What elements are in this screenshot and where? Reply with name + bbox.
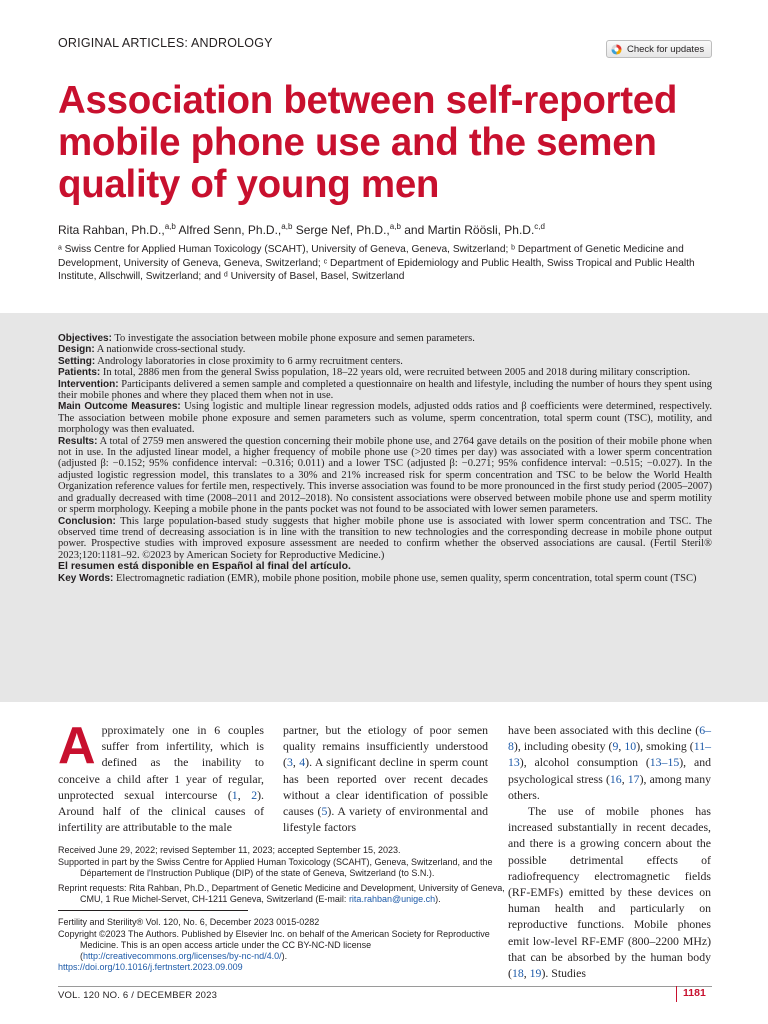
author-affiliation-marker: a,b <box>164 222 176 231</box>
received-dates: Received June 29, 2022; revised September 11, 2023; accepted September 15, 2023. <box>58 845 401 855</box>
keywords-text: Electromagnetic radiation (EMR), mobile phone position, mobile phone use, semen quality, sperm concentration, total sperm count (TSC) <box>113 572 697 584</box>
page-number: 1181 <box>683 987 706 999</box>
copyright-notice <box>58 929 510 962</box>
affiliations: ᵃ Swiss Centre for Applied Human Toxicology (SCAHT), University of Geneva, Geneva, Switzerland; ᵇ Department of Genetic Medicine and Development, University of Geneva, Geneva, Switzerland; ᶜ Department of Epidemiology and Public Health, Swiss Tropical and Public Health Institute, Allschwill, Switzerland; and ᵈ University of Basel, Basel, Switzerland <box>58 244 695 282</box>
license-link[interactable]: http://creativecommons.org/licenses/by-nc-nd/4.0/ <box>83 951 282 961</box>
text-run: ), alcohol consumption ( <box>519 755 650 770</box>
abstract-heading: Objectives: <box>58 333 112 344</box>
check-for-updates-button[interactable] <box>606 40 712 58</box>
abstract-text: This large population-based study suggests that higher mobile phone use is associated with lower sperm concentration and TSC. The observed time trend of decreasing association is in line with the transition to new technologies and the corresponding decrease in mobile phone output power. Prospective studies with improved exposure assessment are needed to confirm whether the observed associations are causal. (Fertil Steril® 2023;120:1181–92. ©2023 by American Society for Reproductive Medicine.) <box>58 515 712 561</box>
text-run: ). A variety of environmental and lifestyle factors <box>283 804 489 835</box>
text-run: ). Studies <box>541 966 587 981</box>
abstract-intervention <box>58 379 712 402</box>
abstract-heading: Conclusion: <box>58 515 116 527</box>
check-for-updates-label: Check for updates <box>627 43 705 55</box>
text-run: ). A significant decline in sperm count has been reported over recent decades without a clear identification of possible causes ( <box>283 755 488 819</box>
citation-link[interactable]: 2 <box>251 787 258 802</box>
citation-link[interactable]: 5 <box>321 804 328 819</box>
body-paragraph <box>508 803 711 981</box>
author-affiliation-marker: c,d <box>534 222 545 231</box>
citation-link[interactable]: 6–8 <box>508 723 711 754</box>
reprint-requests <box>58 883 510 905</box>
footer-rule <box>58 986 712 987</box>
citation-link[interactable]: 10 <box>624 739 637 754</box>
author-name: Rita Rahban, Ph.D., <box>58 223 165 237</box>
citation-link[interactable]: 19 <box>529 966 542 981</box>
abstract-design <box>58 344 712 355</box>
spanish-abstract-note: El resumen está disponible en Español al final del artículo. <box>58 560 351 573</box>
citation-link[interactable]: 16 <box>609 771 622 786</box>
text-run: ), including obesity ( <box>513 739 613 754</box>
citation-link[interactable]: 17 <box>627 771 640 786</box>
body-text <box>283 723 488 834</box>
section-label: ORIGINAL ARTICLES: ANDROLOGY <box>58 36 273 50</box>
text-run: The use of mobile phones has increased substantially in recent decades, and there is a growing concern about the possible detrimental effects of radiofrequency electromagnetic fields (RF-EMFs) emitted by these devices on human health and particularly on reproductive functions. Mobile phones emit low-level RF-EMF (800–2200 MHz) that can be absorbed by the human body ( <box>508 804 711 981</box>
text-run: , <box>237 787 252 802</box>
footer-issue-info: VOL. 120 NO. 6 / DECEMBER 2023 <box>58 990 218 1001</box>
abstract-heading: Patients: <box>58 367 101 379</box>
citation-link[interactable]: 11–13 <box>508 739 712 770</box>
abstract-text: A nationwide cross-sectional study. <box>94 344 246 356</box>
text-run: , <box>621 771 628 786</box>
citation-link[interactable]: 1 <box>231 787 238 802</box>
abstract-text: In total, 2886 men from the general Swiss population, 18–22 years old, were recruited between 2005 and 2018 during military conscription. <box>100 367 691 379</box>
author-name: Alfred Senn, Ph.D., <box>175 223 282 237</box>
author-list <box>58 222 545 237</box>
body-column-1 <box>58 717 264 835</box>
footer-page-divider <box>676 986 677 1002</box>
text-run: pproximately one in 6 couples suffer from infertility, which is defined as the inability to conceive a child after 1 year of regular, unprotected sexual intercourse ( <box>58 723 264 802</box>
abstract-text: Andrology laboratories in close proximity to 6 army recruitment centers. <box>95 355 403 367</box>
copyright-text-end: ). <box>281 951 288 961</box>
text-run: , <box>523 966 530 981</box>
abstract-text: To investigate the association between mobile phone exposure and semen parameters. <box>111 333 475 344</box>
reprint-text: Reprint requests: Rita Rahban, Ph.D., Department of Genetic Medicine and Development, University of Geneva, CMU, 1 Rue Michel-Servet, CH-1211 Geneva, Switzerland (E-mail: <box>58 883 505 904</box>
text-run: ), among many others. <box>508 771 712 802</box>
funding-note: Supported in part by the Swiss Centre for Applied Human Toxicology (SCAHT), Geneva, Switzerland, and the Département de l'Instruction Publique (DIP) of the state of Geneva, Switzerland (to S.N.). <box>58 857 493 878</box>
body-column-3 <box>508 722 711 981</box>
abstract-results <box>58 436 712 516</box>
citation-link[interactable]: 9 <box>612 739 619 754</box>
abstract-text: Using logistic and multiple linear regression models, adjusted odds ratios and β coefficients were determined, respectively. The association between mobile phone exposure and semen parameters such as volume, sperm concentration, total sperm count (TSC), motility, and morphology was then evaluated. <box>58 401 712 436</box>
reprint-email-link[interactable]: rita.rahban@unige.ch <box>348 894 436 904</box>
citation-link[interactable]: 13–15 <box>649 755 680 770</box>
doi-link[interactable]: https://doi.org/10.1016/j.fertnstert.2023.09.009 <box>58 962 243 972</box>
abstract-text: A total of 2759 men answered the question concerning their mobile phone use, and 2764 gave details on the position of their mobile phone when not in use. In the adjusted linear model, a higher frequency of mobile phone use (>20 times per day) was associated with a lower sperm concentration (adjusted β: −0.152; 95% confidence interval: −0.316; 0.011) and a lower TSC (adjusted β: −0.271; 95% confidence interval: −0.515; −0.027). In the adjusted logistic regression model, this translates to a 30% and 21% increased risk for sperm concentration and TSC to be below the World Health Organization reference values for fertile men, respectively. This inverse association was found to be more pronounced in the first study period (2005–2007) and gradually decreased with time (2008–2011 and 2012–2018). No consistent associations were observed between mobile phone use and sperm motility or sperm morphology. Keeping a mobile phone in the pants pocket was not found to be associated with lower semen parameters. <box>58 435 712 516</box>
author-name: and Martin Röösli, Ph.D. <box>400 223 535 237</box>
text-run: ). Around half of the clinical causes of infertility are attributable to the male <box>58 787 264 835</box>
author-affiliation-marker: a,b <box>281 222 293 231</box>
citation-link[interactable]: 4 <box>299 755 306 770</box>
footnote-rule <box>58 910 248 911</box>
abstract <box>58 333 712 584</box>
abstract-heading: Design: <box>58 344 95 356</box>
abstract-conclusion <box>58 516 712 562</box>
text-run: , <box>292 755 300 770</box>
author-affiliation-marker: a,b <box>389 222 401 231</box>
body-text <box>508 723 711 802</box>
abstract-outcome-measures <box>58 401 712 435</box>
abstract-setting <box>58 356 712 367</box>
drop-cap: A <box>58 717 96 775</box>
author-name: Serge Nef, Ph.D., <box>292 223 390 237</box>
abstract-patients <box>58 367 712 378</box>
text-run: , <box>618 739 625 754</box>
citation-link[interactable]: 18 <box>511 966 524 981</box>
reprint-text-end: ). <box>435 894 441 904</box>
copyright-text: Copyright ©2023 The Authors. Published by Elsevier Inc. on behalf of the American Society for Reproductive Medicine. This is an open access article under the CC BY-NC-ND license ( <box>58 929 490 961</box>
text-run: have been associated with this decline ( <box>508 723 700 737</box>
keywords-heading: Key Words: <box>58 572 114 584</box>
text-run: partner, but the etiology of poor semen quality remains insufficiently understood ( <box>283 723 488 770</box>
abstract-objectives <box>58 333 712 344</box>
citation-link[interactable]: 3 <box>286 755 293 770</box>
abstract-heading: Intervention: <box>58 378 119 390</box>
body-column-2 <box>283 722 488 835</box>
article-title: Association between self-reported mobile phone use and the semen quality of young men <box>58 79 678 206</box>
text-run: ), and psychological stress ( <box>508 755 711 786</box>
abstract-text: Participants delivered a semen sample and completed a questionnaire on health and lifestyle, including the number of hours they spent using their mobile phones and where they placed them when not in use. <box>58 378 712 402</box>
abstract-heading: Setting: <box>58 355 96 367</box>
journal-citation: Fertility and Sterility® Vol. 120, No. 6, December 2023 0015-0282 <box>58 917 320 927</box>
crossmark-icon <box>611 44 622 55</box>
abstract-heading: Main Outcome Measures: <box>58 401 181 413</box>
abstract-heading: Results: <box>58 435 98 447</box>
text-run: ), smoking ( <box>636 739 694 754</box>
keywords <box>58 573 712 584</box>
